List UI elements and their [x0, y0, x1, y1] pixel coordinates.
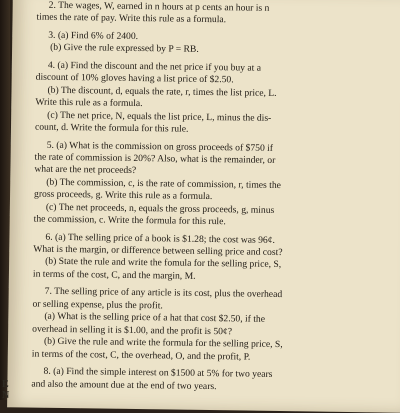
text-line: (b) The discount, d, equals the rate, r, times the list price, L.: [47, 84, 277, 99]
text-line: (c) The net proceeds, n, equals the gross proceeds, g, minus: [45, 201, 275, 216]
text-line: gross proceeds, g. Write this rule as a formula.: [33, 188, 213, 203]
text-line: the rate of commission is 20%? Also, what is the remainder, or: [34, 151, 276, 166]
text-line: 4. (a) Find the discount and the net price if you buy at a: [47, 59, 262, 74]
exercise-8: [31, 366, 387, 396]
exercise-4: [35, 60, 392, 139]
text-line: in terms of the cost, C, and the margin, M.: [32, 268, 196, 282]
exercise-list: [31, 0, 392, 401]
exercise-7: [32, 286, 389, 365]
text-line: What is the margin, or difference between selling price and cost?: [33, 243, 283, 259]
text-line: discount of 10% gloves having a list price of $2.50.: [35, 71, 234, 86]
text-line: 2. The wages, W, earned in n hours at p cents an hour is n: [48, 0, 270, 14]
exercise-2: [36, 0, 392, 29]
text-line: (b) The commission, c, is the rate of commission, r, times the: [46, 176, 282, 191]
text-line: in terms of the cost, C, the overhead, O, and the profit, P.: [31, 348, 251, 363]
text-line: 3. (a) Find 6% of 2400.: [48, 29, 139, 43]
text-line: 8. (a) Find the simple interest on $1500 at 5% for two years: [43, 365, 273, 381]
text-line: (a) What is the selling price of a hat that cost $2.50, if the: [44, 311, 266, 326]
text-line: the commission, c. Write the formula for this rule.: [33, 213, 226, 228]
exercise-5: [34, 139, 391, 231]
text-line: (b) Give the rule and write the formula for the selling price, S,: [43, 335, 283, 351]
text-line: times the rate of pay. Write this rule as a formula.: [36, 12, 227, 26]
book-page: [7, 0, 400, 413]
edge-letter: E: [2, 379, 9, 390]
text-line: Write this rule as a formula.: [35, 96, 143, 110]
exercise-6: [33, 231, 390, 286]
text-line: or selling expense, plus the profit.: [32, 298, 163, 312]
exercise-3: [36, 30, 392, 60]
edge-letter: N: [2, 390, 10, 401]
text-line: (c) The net price, N, equals the list price, L, minus the dis-: [47, 109, 272, 124]
text-line: count, d. Write the formula for this rule.: [34, 121, 189, 135]
facing-page-edge-text: [2, 379, 9, 401]
text-line: 5. (a) What is the commission on gross proceeds of $750 if: [46, 139, 274, 154]
text-line: what are the net proceeds?: [34, 164, 137, 177]
text-line: (b) State the rule and write the fomula for the selling price, S,: [45, 256, 282, 271]
text-line: and also the amount due at the end of two years.: [31, 378, 217, 392]
text-line: overhead in selling it is $1.00, and the profit is 50¢?: [32, 323, 233, 338]
text-line: 6. (a) The selling price of a book is $1.28; the cost was 96¢.: [45, 231, 276, 246]
text-line: (b) Give the rule expressed by P = RB.: [50, 42, 199, 56]
text-line: 7. The selling price of any article is its cost, plus the overhead: [44, 286, 283, 301]
